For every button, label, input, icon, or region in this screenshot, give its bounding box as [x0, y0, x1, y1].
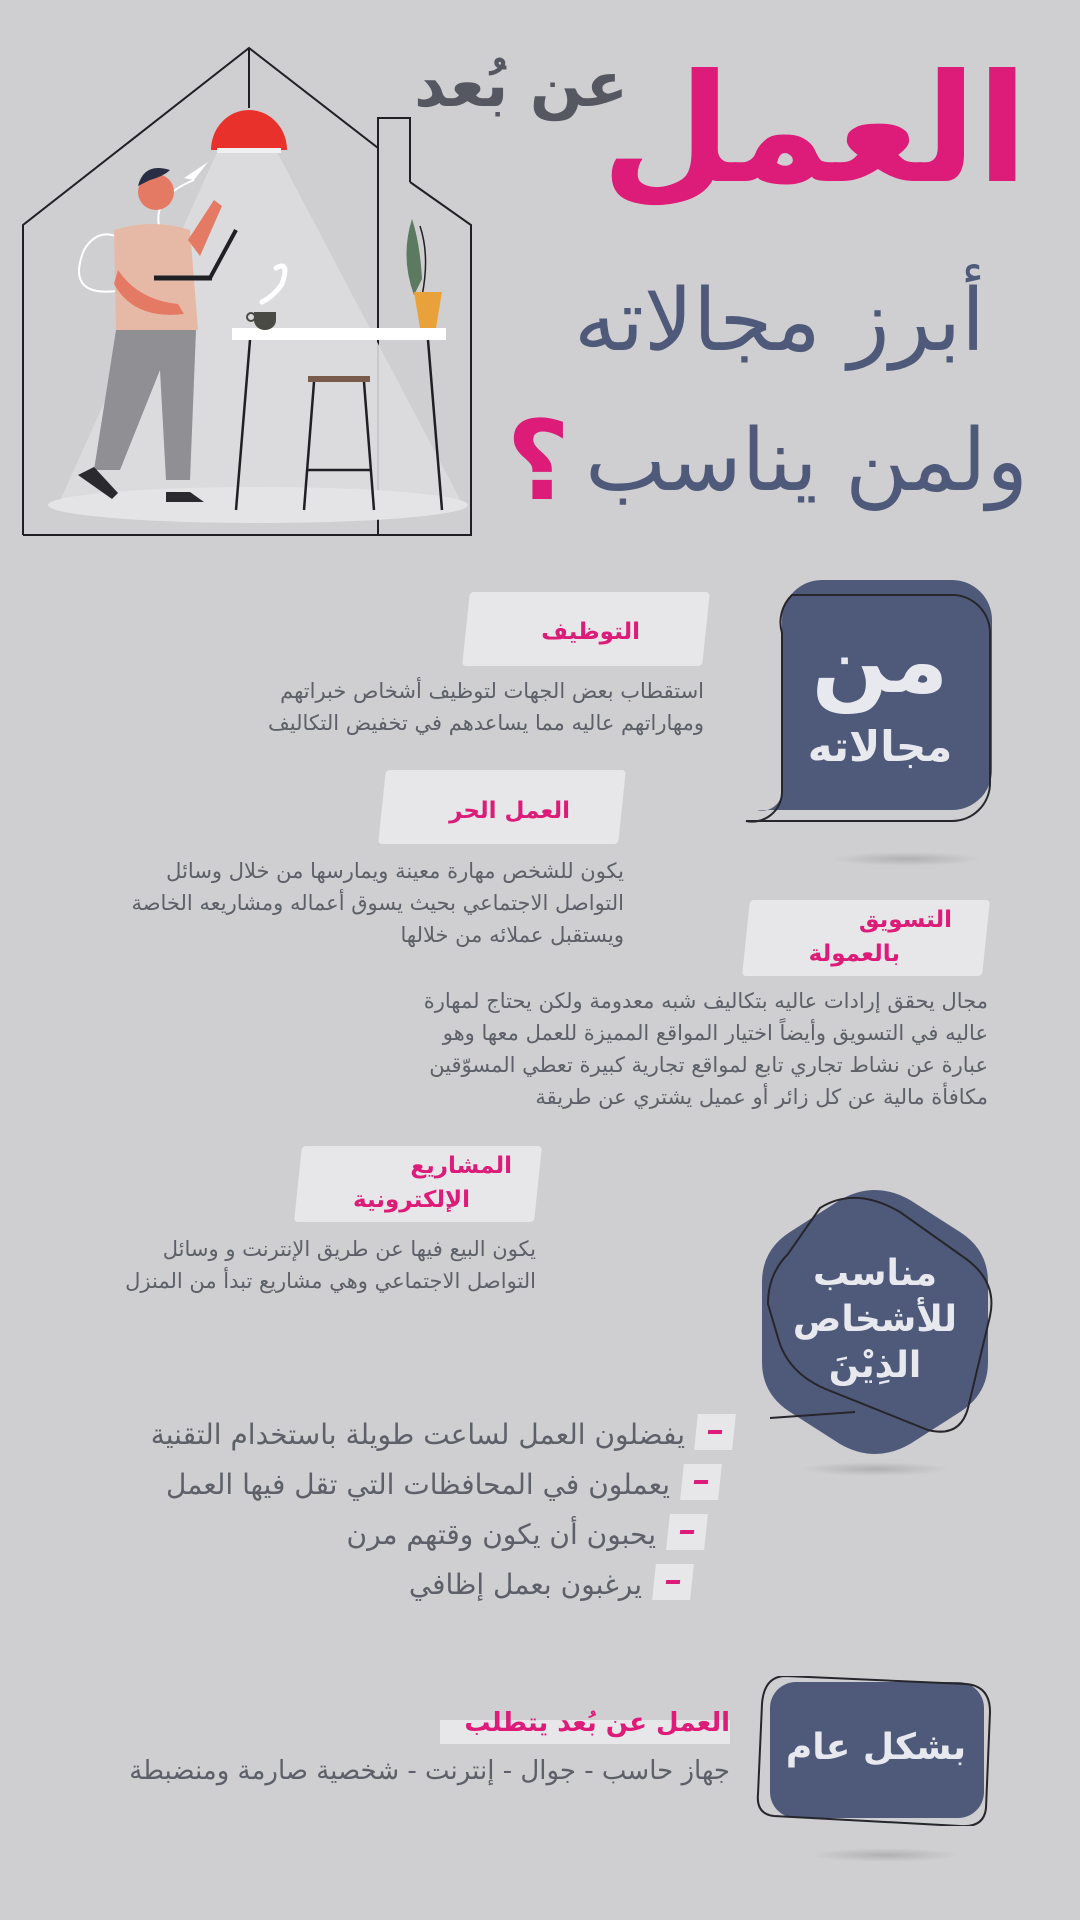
suitable-badge-line-3: الذِيْنَ	[828, 1345, 922, 1386]
bullet-item: يفضلون العمل لساعت طويلة باستخدام التقنية	[150, 1418, 685, 1451]
subtitle-line-2: ولمن يناسب	[585, 411, 1028, 511]
field-text-affiliate-3: عبارة عن نشاط تجاري تابع لمواقع تجارية كبيرة تعطي المسوّقين	[429, 1053, 988, 1077]
question-mark: ؟	[506, 397, 570, 525]
fields-badge-line-2: مجالاته	[807, 722, 953, 771]
general-badge	[756, 1676, 996, 1826]
bullet-dash-icon	[666, 1514, 708, 1550]
general-title: العمل عن بُعد يتطلب	[464, 1708, 730, 1738]
field-text-freelance-1: يكون للشخص مهارة معينة ويمارسها من خلال وسائل	[166, 859, 624, 883]
field-text-affiliate-4: مكافأة مالية عن كل زائر أو عميل يشتري عن طريقة	[535, 1085, 988, 1109]
field-title-employment: التوظيف	[541, 619, 640, 645]
badge-shadow	[832, 852, 982, 866]
field-title-affiliate-2: بالعمولة	[808, 941, 900, 967]
bullet-item: يعملون في المحافظات التي تقل فيها العمل	[166, 1468, 670, 1501]
field-text-eprojects-2: التواصل الاجتماعي وهي مشاريع تبدأ من المنزل	[125, 1269, 536, 1293]
general-text: جهاز حاسب - جوال - إنترنت - شخصية صارمة ومنضبطة	[129, 1756, 730, 1786]
field-title-eprojects-2: الإلكترونية	[353, 1187, 470, 1213]
field-title-affiliate-1: التسويق	[858, 907, 952, 933]
badge-shadow	[800, 1462, 950, 1476]
potted-plant-icon	[406, 219, 442, 328]
field-text-eprojects-1: يكون البيع فيها عن طريق الإنترنت و وسائل	[162, 1237, 536, 1261]
field-text-employment-1: استقطاب بعض الجهات لتوظيف أشخاص خبراتهم	[280, 679, 704, 703]
bullet-dash-icon	[680, 1464, 722, 1500]
field-text-employment-2: ومهاراتهم عاليه مما يساعدهم في تخفيض التكاليف	[268, 711, 704, 735]
suitable-badge-line-1: مناسب	[812, 1253, 937, 1294]
main-title: العمل	[601, 43, 1028, 217]
badge-shadow	[810, 1848, 960, 1862]
field-text-affiliate-2: عاليه في التسويق وأيضاً اختيار المواقع المميزة للعمل معها وهو	[442, 1021, 988, 1045]
field-title-freelance: العمل الحر	[449, 798, 570, 824]
ceiling-lamp-icon	[211, 48, 287, 153]
remote-work-illustration	[18, 40, 478, 540]
field-text-freelance-2: التواصل الاجتماعي بحيث يسوق أعماله ومشاريعه الخاصة	[131, 891, 624, 915]
suitable-badge-line-2: للأشخاص	[792, 1299, 958, 1340]
bullet-dash-icon	[694, 1414, 736, 1450]
general-badge-label: بشكل عام	[785, 1727, 967, 1768]
field-title-eprojects-1: المشاريع	[410, 1153, 512, 1179]
bullet-dash-icon	[652, 1564, 694, 1600]
main-title-suffix: عن بُعد	[414, 48, 628, 121]
suitable-badge	[750, 1190, 1000, 1460]
bullet-item: يحبون أن يكون وقتهم مرن	[346, 1518, 656, 1551]
field-text-freelance-3: ويستقبل عملائه من خلالها	[400, 923, 624, 947]
fields-badge	[742, 580, 992, 830]
field-text-affiliate-1: مجال يحقق إرادات عاليه بتكاليف شبه معدومة ولكن يحتاج لمهارة	[423, 989, 988, 1013]
bullet-item: يرغبون بعمل إظافي	[408, 1568, 642, 1601]
subtitle-line-1: أبرز مجالاته	[573, 271, 985, 371]
fields-badge-line-1: من	[811, 609, 949, 714]
